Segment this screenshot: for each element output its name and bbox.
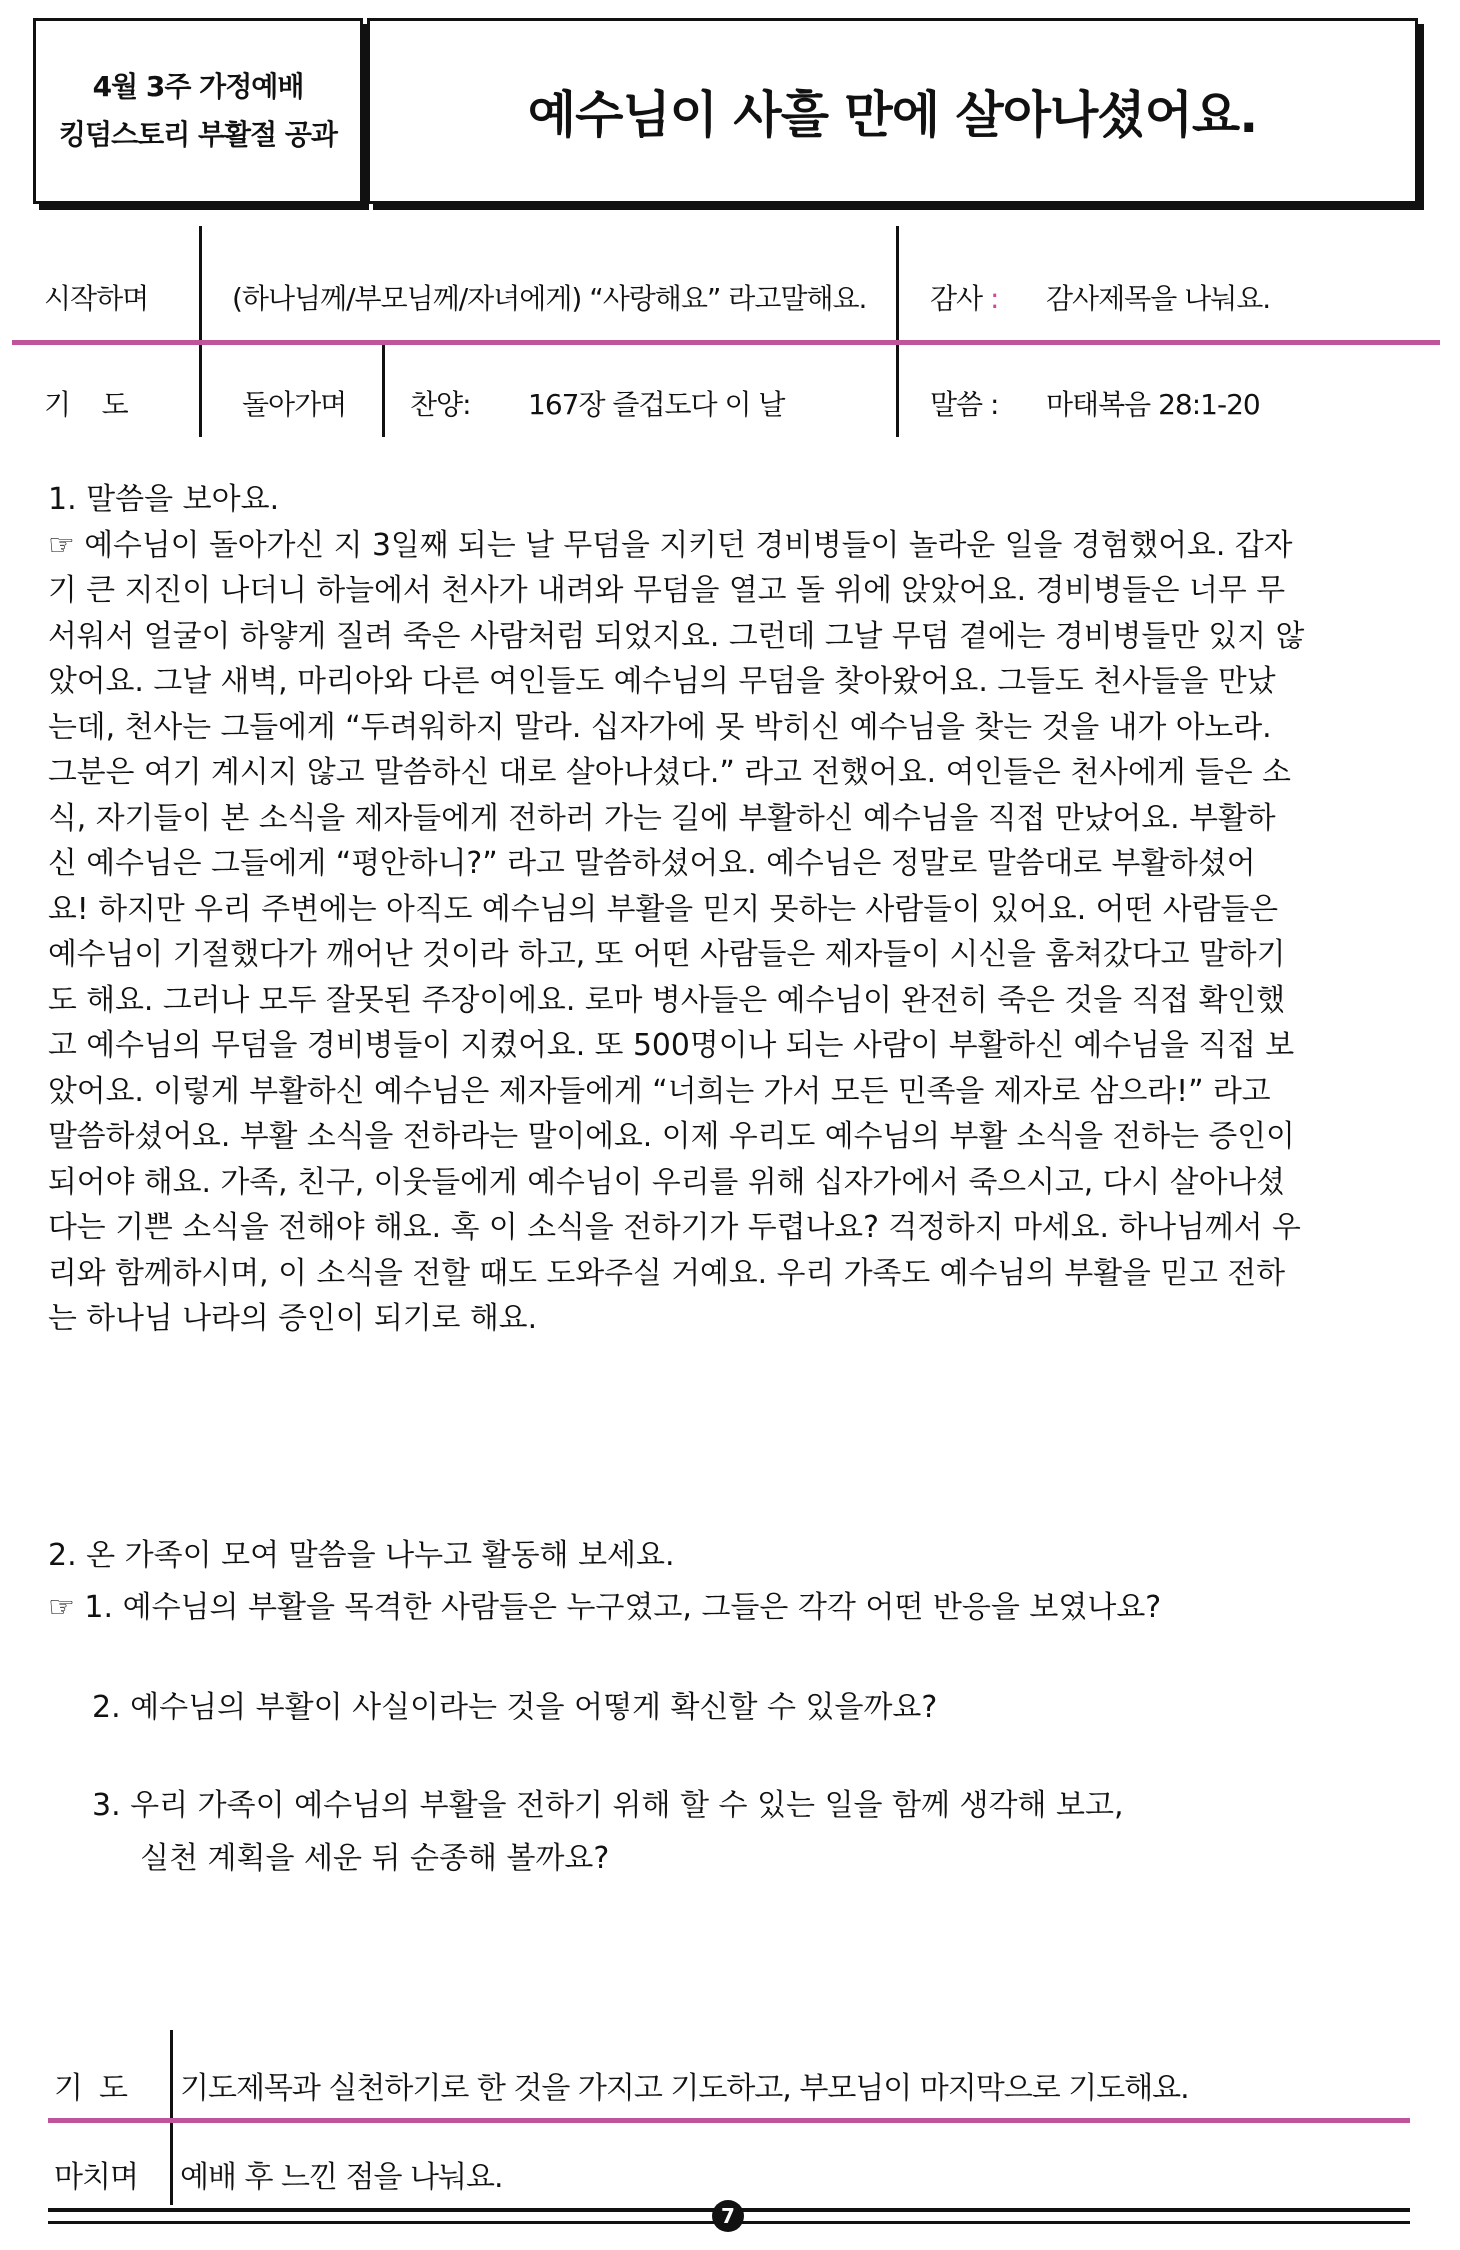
word-text: 마태복음 28:1-20 — [1046, 388, 1260, 421]
section1-line: 신 예수님은 그들에게 “평안하니?” 라고 말씀하셨어요. 예수님은 정말로 말씀대로 부활하셨어 — [48, 846, 1256, 881]
start-label: 시작하며 — [44, 282, 149, 315]
section1-line: 도 해요. 그러나 모두 잘못된 주장이에요. 로마 병사들은 예수님이 완전히 죽은 것을 직접 확인했 — [48, 982, 1286, 1018]
closing-divider — [170, 2123, 173, 2205]
section1-line: 식, 자기들이 본 소식을 제자들에게 전하러 가는 길에 부활하신 예수님을 직접 만났어요. 부활하 — [48, 800, 1276, 836]
section1-body — [48, 477, 1418, 1342]
title-box — [367, 18, 1418, 204]
section1-line: 기 큰 지진이 나더니 하늘에서 천사가 내려와 무덤을 열고 돌 위에 앉았어요. 경비병들은 너무 무 — [48, 573, 1286, 608]
thanks-colon: : — [990, 282, 999, 315]
section1-line: 그분은 여기 계시지 않고 말씀하신 대로 살아나셨다.” 라고 전했어요. 여인들은 천사에게 들은 소 — [48, 755, 1291, 790]
table-divider — [382, 345, 385, 437]
question-1: ☞ 1. 예수님의 부활을 목격한 사람들은 누구였고, 그들은 각각 어떤 반응을 보였나요? — [48, 1590, 1162, 1625]
section1-heading: 1. 말씀을 보아요. — [48, 482, 280, 517]
word-label: 말씀 : — [930, 388, 999, 421]
table-divider — [199, 345, 202, 437]
section2-heading: 2. 온 가족이 모여 말씀을 나누고 활동해 보세요. — [48, 1538, 675, 1573]
section1-line: 았어요. 이렇게 부활하신 예수님은 제자들에게 “너희는 가서 모든 민족을 제자로 삼으라!” 라고 — [48, 1073, 1271, 1109]
header-label-box — [33, 18, 363, 204]
question-3-line2: 실천 계획을 세운 뒤 순종해 볼까요? — [140, 1841, 610, 1876]
section1-line: 리와 함께하시며, 이 소식을 전할 때도 도와주실 거예요. 우리 가족도 예수님의 부활을 믿고 전하 — [48, 1255, 1286, 1291]
table-divider — [896, 345, 899, 437]
series-label: 킹덤스토리 부활절 공과 — [59, 118, 337, 151]
prayer-text: 돌아가며 — [242, 388, 347, 421]
table-separator-bar — [12, 340, 1440, 345]
page-title: 예수님이 사흘 만에 살아나셨어요. — [527, 86, 1258, 144]
hymn-label: 찬양: — [410, 388, 471, 421]
table-divider — [896, 226, 899, 340]
section1-line: 요! 하지만 우리 주변에는 아직도 예수님의 부활을 믿지 못하는 사람들이 있어요. 어떤 사람들은 — [48, 891, 1279, 927]
page-number: 7 — [712, 2200, 744, 2232]
section1-line: 고 예수님의 무덤을 경비병들이 지켰어요. 또 500명이나 되는 사람이 부활하신 예수님을 직접 보 — [48, 1028, 1295, 1063]
section1-line: 았어요. 그날 새벽, 마리아와 다른 여인들도 예수님의 무덤을 찾아왔어요. 그들도 천사들을 만났 — [48, 664, 1276, 699]
question-2: 2. 예수님의 부활이 사실이라는 것을 어떻게 확신할 수 있을까요? — [92, 1690, 938, 1725]
closing-separator-bar — [48, 2118, 1410, 2123]
thanks-text: 감사제목을 나눠요. — [1046, 282, 1271, 315]
section1-paragraph — [48, 523, 1418, 1342]
end-text: 예배 후 느낀 점을 나눠요. — [180, 2160, 503, 2195]
week-label: 4월 3주 가정예배 — [92, 70, 304, 103]
closing-prayer-text: 기도제목과 실천하기로 한 것을 가지고 기도하고, 부모님이 마지막으로 기도해요. — [180, 2071, 1189, 2106]
section1-line: 말씀하셨어요. 부활 소식을 전하라는 말이에요. 이제 우리도 예수님의 부활 소식을 전하는 증인이 — [48, 1119, 1295, 1154]
section1-line: 예수님이 기절했다가 깨어난 것이라 하고, 또 어떤 사람들은 제자들이 시신을 훔쳐갔다고 말하기 — [48, 937, 1286, 972]
start-text: (하나님께/부모님께/자녀에게) “사랑해요” 라고말해요. — [232, 282, 867, 315]
section1-line: ☞ 예수님이 돌아가신 지 3일째 되는 날 무덤을 지키던 경비병들이 놀라운 일을 경험했어요. 갑자 — [48, 527, 1293, 563]
hymn-text: 167장 즐겁도다 이 날 — [528, 388, 785, 421]
table-divider — [199, 226, 202, 340]
section1-line: 는데, 천사는 그들에게 “두려워하지 말라. 십자가에 못 박히신 예수님을 찾는 것을 내가 아노라. — [48, 709, 1272, 745]
section1-line: 되어야 해요. 가족, 친구, 이웃들에게 예수님이 우리를 위해 십자가에서 죽으시고, 다시 살아나셨 — [48, 1164, 1286, 1200]
question-3-line1: 3. 우리 가족이 예수님의 부활을 전하기 위해 할 수 있는 일을 함께 생각해 보고, — [92, 1788, 1124, 1823]
section1-line: 다는 기쁜 소식을 전해야 해요. 혹 이 소식을 전하기가 두렵나요? 걱정하지 마세요. 하나님께서 우 — [48, 1210, 1301, 1245]
end-label: 마치며 — [54, 2160, 138, 2195]
section1-line: 서워서 얼굴이 하얗게 질려 죽은 사람처럼 되었지요. 그런데 그날 무덤 곁에는 경비병들만 있지 않 — [48, 618, 1305, 654]
closing-prayer-label: 기 도 — [54, 2071, 128, 2106]
thanks-label: 감사 : — [930, 282, 999, 315]
prayer-label: 기 도 — [44, 388, 128, 421]
closing-divider — [170, 2030, 173, 2118]
section1-line: 는 하나님 나라의 증인이 되기로 해요. — [48, 1301, 538, 1336]
